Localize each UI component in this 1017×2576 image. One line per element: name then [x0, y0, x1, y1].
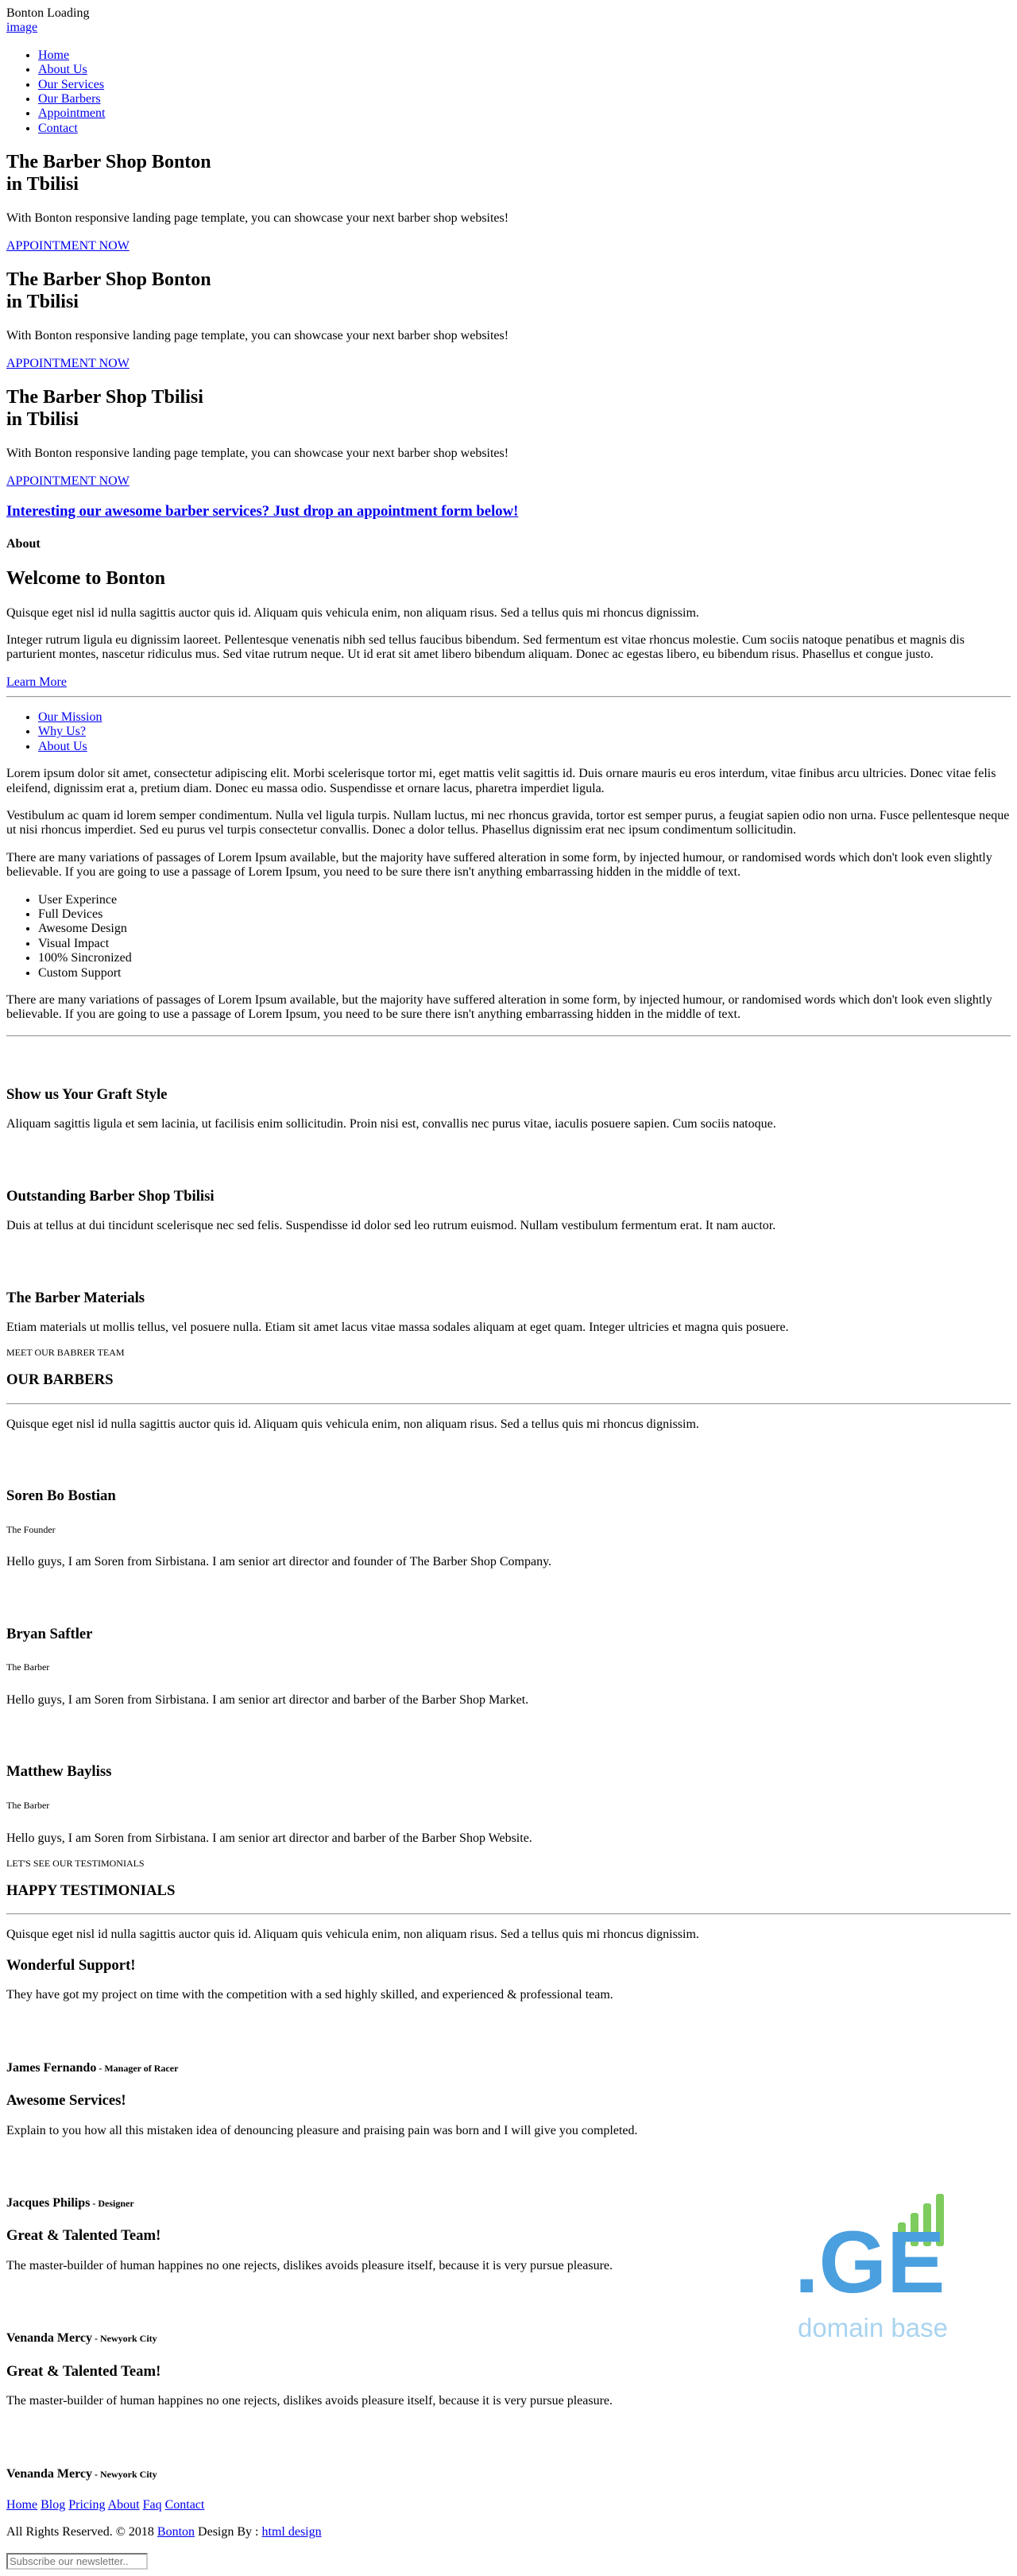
barber-name: Soren Bo Bostian: [6, 1487, 116, 1505]
barber-card: [6, 1583, 1011, 1708]
loader-text: Bonton Loading: [6, 6, 90, 20]
service-text: Duis at tellus at dui tincidunt scelerisque nec sed felis. Suspendisse id dolor sed leo rutrum euismod. Nullam vestibulum fermentum erat. It nam auctor.: [6, 1219, 776, 1233]
team-eyebrow: MEET OUR BABRER TEAM: [6, 1347, 125, 1359]
logo-image: image: [6, 21, 38, 35]
feature-item: • Full Devices: [38, 907, 1011, 922]
tab-item: [38, 740, 1011, 754]
testimonial-item: [6, 2363, 1011, 2481]
tab-item: [38, 710, 1011, 725]
footer-link-blog[interactable]: Blog: [41, 2497, 66, 2512]
service-item: [6, 1145, 1011, 1234]
slide-title: [6, 152, 1011, 195]
author-role: - Designer: [90, 2198, 134, 2209]
promo-link[interactable]: Interesting our awesome barber services? Just drop an appointment form below!: [6, 503, 519, 520]
about-paragraph: Integer rutrum ligula eu dignissim laoreet. Pellentesque venenatis nibh sed tellus faucibus bibendum. Sed fermentum est vitae rhoncus molestie. Cum sociis natoque penatibus et magnis dis parturient montes, nascetur ridiculus mus. Sed vitae rutrum neque. Ut id erat sit amet libero bibendum aliquam. Donec ac egestas libero, eu bibendum risus. Phasellus et congue justo.: [6, 632, 965, 662]
barber-bio: Hello guys, I am Soren from Sirbistana. I am senior art director and founder of The Barber Shop Company.: [6, 1555, 552, 1569]
slide-title-line1: The Barber Shop Bonton: [6, 152, 211, 173]
barber-name: Bryan Saftler: [6, 1625, 93, 1642]
mission-tabs: [6, 710, 1011, 754]
slide-title-line2: in Tbilisi: [6, 173, 79, 195]
service-text: Etiam materials ut mollis tellus, vel posuere nulla. Etiam sit amet lacus vitae massa sodales aliquam at eget quam. Integer ultricies et magna quis posuere.: [6, 1321, 789, 1334]
nav-item-appointment: [38, 106, 1011, 121]
main-nav: [6, 48, 1011, 136]
service-title: Show us Your Graft Style: [6, 1085, 168, 1103]
appointment-button[interactable]: APPOINTMENT NOW: [6, 238, 130, 253]
tab-about-us[interactable]: About Us: [38, 739, 87, 753]
logo-link[interactable]: [6, 21, 37, 35]
testimonials-intro: Quisque eget nisl id nulla sagittis auctor quis id. Aliquam quis vehicula enim, non aliquam risus. Sed a tellus quis mi rhoncus dignissim.: [6, 1928, 699, 1942]
appointment-button[interactable]: APPOINTMENT NOW: [6, 356, 130, 370]
barber-role: The Barber: [6, 1661, 50, 1673]
nav-item-our-services: [38, 78, 1011, 92]
tab-item: [38, 725, 1011, 739]
slide-title: [6, 387, 1011, 431]
testimonial-avatar: [6, 2016, 1011, 2044]
mission-paragraph: Lorem ipsum dolor sit amet, consectetur adipiscing elit. Morbi scelerisque tortor mi, eget mattis velit sagittis id. Duis ornare mauris eu eros interdum, vitae finibus arcu ultricies. Donec vitae felis eleifend, dignissim erat a, pretium diam. Donec eu massa odio. Suspendisse et ornare lacus, pharetra imperdiet ligula.: [6, 767, 996, 795]
barber-card: [6, 1720, 1011, 1846]
copyright-text: All Rights Reserved. © 2018: [6, 2525, 157, 2539]
mission-paragraph: There are many variations of passages of Lorem Ipsum available, but the majority have suffered alteration in some form, by injected humour, or randomised words which don't look even slightly believable. If you are going to use a passage of Lorem Ipsum, you need to be sure there isn't anything embarrassing hidden in the middle of text.: [6, 850, 992, 880]
testimonial-text: The master-builder of human happines no one rejects, dislikes avoids pleasure itself, because it is very pursue pleasure.: [6, 2394, 613, 2408]
service-item: [6, 1043, 1011, 1132]
slide-title-line2: in Tbilisi: [6, 291, 79, 312]
logo-mark: .GE: [795, 2214, 945, 2311]
testimonial-item: [6, 1957, 1011, 2075]
barber-card: [6, 1445, 1011, 1570]
service-title: Outstanding Barber Shop Tbilisi: [6, 1187, 215, 1205]
testimonials-eyebrow: LET'S SEE OUR TESTIMONIALS: [6, 1858, 145, 1870]
newsletter-form: [6, 2553, 1011, 2570]
nav-link-home[interactable]: Home: [38, 48, 70, 62]
about-paragraph: Quisque eget nisl id nulla sagittis auctor quis id. Aliquam quis vehicula enim, non aliquam risus. Sed a tellus quis mi rhoncus dignissim.: [6, 605, 699, 620]
about-title: Welcome to Bonton: [6, 567, 165, 589]
mission-paragraph: Vestibulum ac quam id lorem semper condimentum. Nulla vel ligula turpis. Nullam luctus, mi nec rhoncus gravida, tortor est semper purus, a feugiat sapien odio non urna. Fusce pellentesque neque ut nisi rhoncus imperdiet. Sed eu purus vel turpis consectetur convallis. Donec a dolor tellus. Phasellus dignissim erat nec ipsum condimentum sollicitudin.: [6, 809, 1010, 837]
features-list: [6, 893, 1011, 981]
testimonial-title: Wonderful Support!: [6, 1956, 136, 1974]
nav-item-contact: [38, 122, 1011, 136]
testimonials-title: HAPPY TESTIMONIALS: [6, 1882, 176, 1899]
footer-link-contact[interactable]: Contact: [164, 2497, 205, 2512]
feature-item: • Visual Impact: [38, 937, 1011, 951]
author-name: Jacques Philips: [6, 2196, 91, 2210]
testimonial-title: Awesome Services!: [6, 2092, 126, 2110]
testimonial-text: They have got my project on time with the competition with a sed highly skilled, and experienced & professional team.: [6, 1988, 613, 2002]
slide-text: With Bonton responsive landing page template, you can showcase your next barber shop websites!: [6, 329, 509, 343]
nav-link-our-barbers[interactable]: Our Barbers: [38, 91, 101, 106]
testimonial-avatar: [6, 2151, 1011, 2180]
barber-bio: Hello guys, I am Soren from Sirbistana. I am senior art director and barber of the Barber Shop Website.: [6, 1831, 532, 1845]
nav-link-appointment[interactable]: Appointment: [38, 106, 106, 121]
barber-role: The Founder: [6, 1523, 56, 1535]
slide-title-line1: The Barber Shop Bonton: [6, 269, 211, 291]
feature-item: • Custom Support: [38, 966, 1011, 981]
about-label: About: [6, 536, 41, 551]
hero-slide: [6, 269, 1011, 371]
testimonial-title: Great & Talented Team!: [6, 2362, 161, 2380]
design-by-text: Design By :: [195, 2525, 262, 2539]
tab-our-mission[interactable]: Our Mission: [38, 710, 102, 725]
barber-photo: [6, 1720, 1011, 1749]
footer-links: [6, 2498, 1011, 2512]
service-image: [6, 1247, 1011, 1275]
appointment-button[interactable]: APPOINTMENT NOW: [6, 474, 130, 488]
designer-link[interactable]: html design: [261, 2525, 322, 2539]
learn-more-link[interactable]: Learn More: [6, 675, 67, 689]
service-image: [6, 1043, 1011, 1072]
team-intro: Quisque eget nisl id nulla sagittis auctor quis id. Aliquam quis vehicula enim, non aliquam risus. Sed a tellus quis mi rhoncus dignissim.: [6, 1417, 699, 1431]
footer-link-faq[interactable]: Faq: [142, 2497, 162, 2512]
barber-role: The Barber: [6, 1799, 50, 1811]
slide-text: With Bonton responsive landing page template, you can showcase your next barber shop websites!: [6, 211, 509, 226]
slide-title-line2: in Tbilisi: [6, 408, 79, 430]
testimonial-text: The master-builder of human happines no one rejects, dislikes avoids pleasure itself, because it is very pursue pleasure.: [6, 2258, 613, 2272]
footer-link-home[interactable]: Home: [6, 2497, 38, 2512]
logo-text: domain base: [798, 2313, 948, 2342]
feature-item: • 100% Sincronized: [38, 951, 1011, 965]
copyright: [6, 2525, 1011, 2539]
testimonial-author: [6, 2467, 1011, 2481]
footer-link-pricing[interactable]: Pricing: [68, 2497, 106, 2512]
tab-why-us[interactable]: Why Us?: [38, 725, 86, 739]
hero-slide: [6, 387, 1011, 489]
barber-photo: [6, 1583, 1011, 1611]
author-name: James Fernando: [6, 2060, 97, 2075]
service-image: [6, 1145, 1011, 1174]
barber-photo: [6, 1445, 1011, 1473]
service-title: The Barber Materials: [6, 1289, 145, 1306]
testimonial-author: [6, 2061, 1011, 2075]
nav-item-our-barbers: [38, 92, 1011, 106]
author-role: - Newyork City: [92, 2333, 157, 2345]
newsletter-input[interactable]: [6, 2553, 148, 2570]
domain-base-watermark: [795, 2189, 961, 2348]
author-role: - Manager of Racer: [96, 2062, 179, 2074]
feature-item: • Awesome Design: [38, 922, 1011, 936]
mission-paragraph: There are many variations of passages of Lorem Ipsum available, but the majority have suffered alteration in some form, by injected humour, or randomised words which don't look even slightly believable. If you are going to use a passage of Lorem Ipsum, you need to be sure there isn't anything embarrassing hidden in the middle of text.: [6, 992, 992, 1022]
barber-bio: Hello guys, I am Soren from Sirbistana. I am senior art director and barber of the Barber Shop Market.: [6, 1693, 529, 1708]
nav-item-home: [38, 48, 1011, 63]
testimonial-title: Great & Talented Team!: [6, 2227, 161, 2245]
author-name: Venanda Mercy: [6, 2466, 92, 2481]
service-text: Aliquam sagittis ligula et sem lacinia, ut facilisis enim sollicitudin. Proin nisi est, convallis nec purus vitae, iaculis posuere sapien. Cum sociis natoque.: [6, 1117, 776, 1131]
team-title: OUR BARBERS: [6, 1371, 114, 1389]
nav-item-about-us: [38, 63, 1011, 77]
footer-link-about[interactable]: About: [107, 2497, 140, 2512]
divider: [6, 1035, 1011, 1037]
nav-link-about-us[interactable]: About Us: [38, 63, 87, 77]
nav-link-contact[interactable]: Contact: [38, 121, 78, 135]
ge-logo-icon: [795, 2189, 961, 2348]
slide-title-line1: The Barber Shop Tbilisi: [6, 387, 203, 408]
service-item: [6, 1247, 1011, 1336]
slide-text: With Bonton responsive landing page template, you can showcase your next barber shop websites!: [6, 447, 509, 461]
testimonial-avatar: [6, 2422, 1011, 2450]
brand-link[interactable]: Bonton: [157, 2525, 195, 2539]
testimonial-text: Explain to you how all this mistaken idea of denouncing pleasure and praising pain was born and I will give you completed.: [6, 2123, 638, 2137]
divider: [6, 1403, 1011, 1405]
author-role: - Newyork City: [92, 2468, 157, 2480]
promo-heading: [6, 503, 1011, 520]
feature-item: • User Experince: [38, 893, 1011, 907]
divider: [6, 1913, 1011, 1915]
hero-slide: [6, 152, 1011, 253]
divider: [6, 696, 1011, 698]
barber-name: Matthew Bayliss: [6, 1763, 112, 1781]
slide-title: [6, 269, 1011, 313]
author-name: Venanda Mercy: [6, 2331, 92, 2346]
nav-link-our-services[interactable]: Our Services: [38, 77, 105, 91]
